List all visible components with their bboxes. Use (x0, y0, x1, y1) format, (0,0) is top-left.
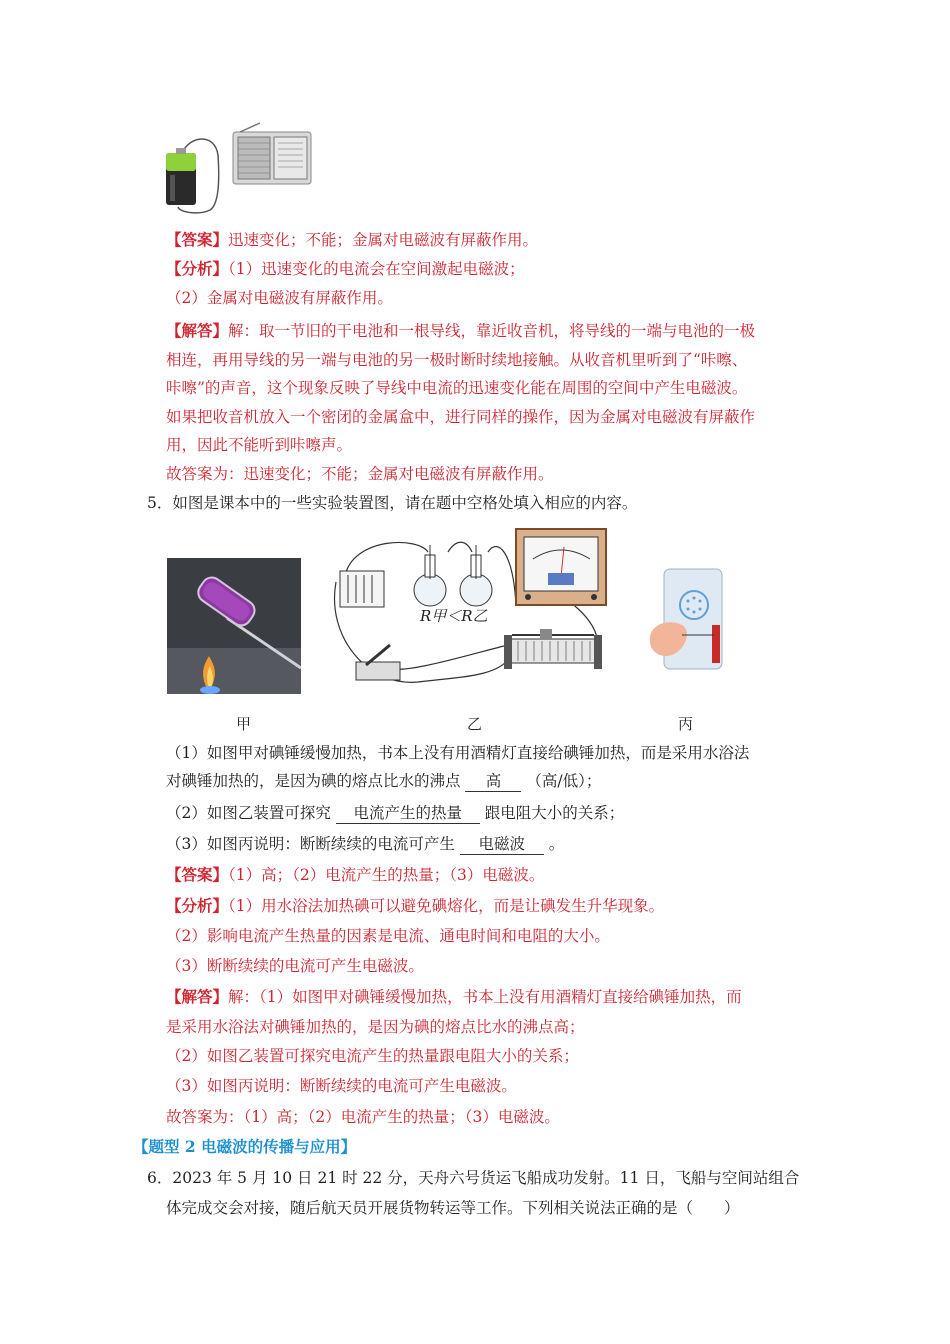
resistance-label: R甲＜R乙 (420, 607, 488, 625)
sub-question-1-suffix: （高/低）； (526, 772, 602, 790)
hand-radio-figure (642, 565, 734, 677)
question-6-line-1: 6．2023 年 5 月 10 日 21 时 22 分，天舟六号货运飞船成功发射。11 日，飞船与空间站组合 (147, 1169, 800, 1187)
solution-tag: 【解答】 (166, 321, 229, 340)
blank-2: 电流产生的热量 (336, 803, 480, 824)
analysis-text: （2）影响电流产生热量的因素是电流、通电时间和电阻的大小。 (166, 927, 610, 945)
figure-caption-jia: 甲 (236, 715, 252, 733)
sub-question-2-suffix: 跟电阻大小的关系； (484, 804, 625, 822)
question-6-line-2: 体完成交会对接，随后航天员开展货物转运等工作。下列相关说法正确的是（ ） (166, 1199, 740, 1217)
analysis-text: （1）用水浴法加热碘可以避免碘熔化，而是让碘发生升华现象。 (228, 897, 665, 915)
analysis-tag: 【分析】 (166, 259, 229, 278)
analysis-text: （2）金属对电磁波有屏蔽作用。 (166, 289, 393, 307)
analysis-text: （1）迅速变化的电流会在空间激起电磁波； (228, 260, 525, 278)
answer-text: 迅速变化；不能；金属对电磁波有屏蔽作用。 (228, 231, 539, 249)
solution-text: 咔嚓”的声音，这个现象反映了导线中电流的迅速变化能在周围的空间中产生电磁波。 (166, 379, 748, 397)
final-answer: 故答案为：迅速变化；不能；金属对电磁波有屏蔽作用。 (166, 465, 554, 483)
figure-caption-bing: 丙 (678, 715, 694, 733)
sub-question-3-suffix: 。 (548, 835, 565, 853)
section-heading: 【题型 2 电磁波的传播与应用】 (133, 1137, 357, 1156)
answer-tag: 【答案】 (166, 865, 229, 884)
sub-question-1-text: 对碘锤加热的，是因为碘的熔点比水的沸点 (166, 772, 461, 790)
solution-text: 如果把收音机放入一个密闭的金属盒中，进行同样的操作，因为金属对电磁波有屏蔽作 (166, 408, 756, 426)
figure-caption-yi: 乙 (467, 715, 483, 733)
solution-text: （3）如图丙说明：断断续续的电流可产生电磁波。 (166, 1077, 517, 1095)
final-answer: 故答案为：（1）高；（2）电流产生的热量；（3）电磁波。 (166, 1108, 560, 1126)
solution-text: 用，因此不能听到咔嚓声。 (166, 436, 353, 454)
answer-tag: 【答案】 (166, 230, 229, 249)
blank-1: 高 (465, 771, 521, 792)
solution-text: 解：取一节旧的干电池和一根导线，靠近收音机，将导线的一端与电池的一极 (228, 322, 756, 340)
question-stem: 5．如图是课本中的一些实验装置图，请在题中空格处填入相应的内容。 (147, 494, 638, 512)
analysis-text: （3）断断续续的电流可产生电磁波。 (166, 957, 424, 975)
sub-question-2-text: （2）如图乙装置可探究 (166, 804, 331, 822)
solution-text: 是采用水浴法对碘锤加热的，是因为碘的熔点比水的沸点高； (166, 1018, 585, 1036)
solution-tag: 【解答】 (166, 987, 229, 1006)
iodine-hammer-figure (167, 558, 301, 694)
blank-3: 电磁波 (460, 834, 544, 855)
analysis-tag: 【分析】 (166, 896, 229, 915)
sub-question-3-text: （3）如图丙说明：断断续续的电流可产生 (166, 835, 455, 853)
answer-text: （1）高；（2）电流产生的热量；（3）电磁波。 (228, 866, 545, 884)
solution-text: 相连，再用导线的另一端与电池的另一极时断时续地接触。从收音机里听到了“咔嚓、 (166, 351, 748, 369)
solution-text: 解：（1）如图甲对碘锤缓慢加热，书本上没有用酒精灯直接给碘锤加热，而 (228, 988, 742, 1006)
battery-radio-figure (160, 115, 320, 220)
solution-text: （2）如图乙装置可探究电流产生的热量跟电阻大小的关系； (166, 1047, 579, 1065)
sub-question-1: （1）如图甲对碘锤缓慢加热，书本上没有用酒精灯直接给碘锤加热，而是采用水浴法 (166, 744, 750, 762)
